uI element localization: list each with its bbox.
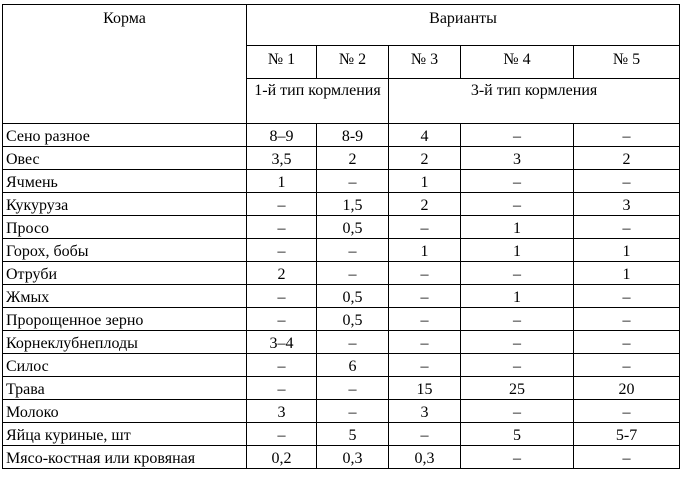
feed-name-cell: Яйца куриные, шт — [3, 423, 247, 446]
variant-value-cell: 2 — [317, 147, 389, 170]
table-row — [3, 446, 680, 469]
variant-value-cell: 0,3 — [389, 446, 461, 469]
feed-name-cell: Трава — [3, 377, 247, 400]
variant-value-cell: 1 — [461, 285, 574, 308]
variant-value-cell: 2 — [389, 193, 461, 216]
variant-value-cell: – — [574, 124, 680, 147]
feed-name-cell: Молоко — [3, 400, 247, 423]
variant-value-cell: – — [389, 262, 461, 285]
variant-value-cell: – — [574, 170, 680, 193]
variant-value-cell: 4 — [389, 124, 461, 147]
table-row — [3, 400, 680, 423]
table-row — [3, 193, 680, 216]
feed-name-cell: Отруби — [3, 262, 247, 285]
variant-value-cell: 3,5 — [247, 147, 317, 170]
feed-name-cell: Силос — [3, 354, 247, 377]
variant-number-header: № 4 — [461, 46, 574, 79]
variant-value-cell: – — [317, 262, 389, 285]
variant-value-cell: – — [574, 285, 680, 308]
variant-value-cell: – — [574, 308, 680, 331]
variant-value-cell: 0,5 — [317, 285, 389, 308]
variant-value-cell: 0,3 — [317, 446, 389, 469]
table-row — [3, 262, 680, 285]
variant-value-cell: – — [389, 423, 461, 446]
variant-value-cell: – — [247, 354, 317, 377]
variant-value-cell: – — [461, 170, 574, 193]
variant-value-cell: – — [574, 400, 680, 423]
table-row — [3, 308, 680, 331]
variant-value-cell: 1 — [461, 216, 574, 239]
variant-value-cell: 2 — [574, 147, 680, 170]
variant-value-cell: 8–9 — [247, 124, 317, 147]
variant-value-cell: 8-9 — [317, 124, 389, 147]
variant-number-header: № 2 — [317, 46, 389, 79]
feed-name-cell: Мясо-костная или кровяная — [3, 446, 247, 469]
table-row — [3, 285, 680, 308]
variant-value-cell: 3 — [247, 400, 317, 423]
feeds-header: Корма — [3, 5, 247, 124]
variant-value-cell: – — [574, 216, 680, 239]
variant-value-cell: 2 — [389, 147, 461, 170]
variant-value-cell: 3 — [389, 400, 461, 423]
variant-value-cell: – — [247, 239, 317, 262]
variant-value-cell: 1 — [461, 239, 574, 262]
feed-name-cell: Пророщенное зерно — [3, 308, 247, 331]
variant-value-cell: – — [389, 354, 461, 377]
variant-value-cell: 1 — [574, 239, 680, 262]
feed-name-cell: Сено разное — [3, 124, 247, 147]
feed-name-cell: Горох, бобы — [3, 239, 247, 262]
variant-value-cell: – — [317, 170, 389, 193]
table-row — [3, 216, 680, 239]
variant-value-cell: 5 — [317, 423, 389, 446]
table-row — [3, 423, 680, 446]
variant-value-cell: – — [247, 193, 317, 216]
variant-value-cell: – — [317, 239, 389, 262]
feed-name-cell: Жмых — [3, 285, 247, 308]
feed-name-cell: Овес — [3, 147, 247, 170]
variant-value-cell: – — [461, 308, 574, 331]
feeding-type-3-header: 3-й тип кормления — [389, 79, 680, 124]
table-row — [3, 331, 680, 354]
table-row — [3, 377, 680, 400]
variant-value-cell: 25 — [461, 377, 574, 400]
variant-value-cell: – — [461, 354, 574, 377]
variant-value-cell: 1 — [389, 239, 461, 262]
variant-value-cell: 6 — [317, 354, 389, 377]
variant-value-cell: – — [389, 308, 461, 331]
variant-value-cell: 1,5 — [317, 193, 389, 216]
variant-value-cell: – — [389, 285, 461, 308]
variant-value-cell: 3–4 — [247, 331, 317, 354]
variant-value-cell: 0,5 — [317, 308, 389, 331]
variant-value-cell: – — [574, 354, 680, 377]
feed-name-cell: Ячмень — [3, 170, 247, 193]
variant-value-cell: 3 — [461, 147, 574, 170]
variant-value-cell: 2 — [247, 262, 317, 285]
variant-value-cell: 20 — [574, 377, 680, 400]
feed-name-cell: Корнеклубнеплоды — [3, 331, 247, 354]
variants-header: Варианты — [247, 5, 680, 46]
variant-value-cell: – — [247, 308, 317, 331]
feed-table — [2, 4, 680, 469]
table-row — [3, 124, 680, 147]
variant-value-cell: – — [247, 423, 317, 446]
feeding-type-1-header: 1-й тип кормления — [247, 79, 389, 124]
variant-value-cell: – — [389, 216, 461, 239]
variant-value-cell: 5-7 — [574, 423, 680, 446]
variant-value-cell: 3 — [574, 193, 680, 216]
variant-value-cell: – — [461, 400, 574, 423]
variant-value-cell: 0,2 — [247, 446, 317, 469]
feed-table-body — [3, 124, 680, 469]
variant-value-cell: – — [317, 400, 389, 423]
variant-value-cell: – — [574, 446, 680, 469]
variant-value-cell: – — [317, 331, 389, 354]
variant-number-header: № 5 — [574, 46, 680, 79]
table-row — [3, 147, 680, 170]
variant-value-cell: – — [461, 124, 574, 147]
variant-value-cell: – — [461, 262, 574, 285]
variant-value-cell: – — [574, 331, 680, 354]
variant-value-cell: 5 — [461, 423, 574, 446]
variant-value-cell: – — [461, 193, 574, 216]
variant-value-cell: 1 — [574, 262, 680, 285]
variant-value-cell: – — [247, 377, 317, 400]
variant-value-cell: – — [317, 377, 389, 400]
variant-value-cell: 0,5 — [317, 216, 389, 239]
table-row — [3, 354, 680, 377]
variant-value-cell: – — [461, 446, 574, 469]
variant-number-header: № 3 — [389, 46, 461, 79]
table-row — [3, 170, 680, 193]
variant-value-cell: 1 — [389, 170, 461, 193]
table-row — [3, 239, 680, 262]
variant-value-cell: – — [461, 331, 574, 354]
variant-value-cell: – — [389, 331, 461, 354]
feed-name-cell: Просо — [3, 216, 247, 239]
feed-name-cell: Кукуруза — [3, 193, 247, 216]
variant-value-cell: – — [247, 216, 317, 239]
variant-value-cell: 15 — [389, 377, 461, 400]
variant-value-cell: – — [247, 285, 317, 308]
variant-value-cell: 1 — [247, 170, 317, 193]
variant-number-header: № 1 — [247, 46, 317, 79]
